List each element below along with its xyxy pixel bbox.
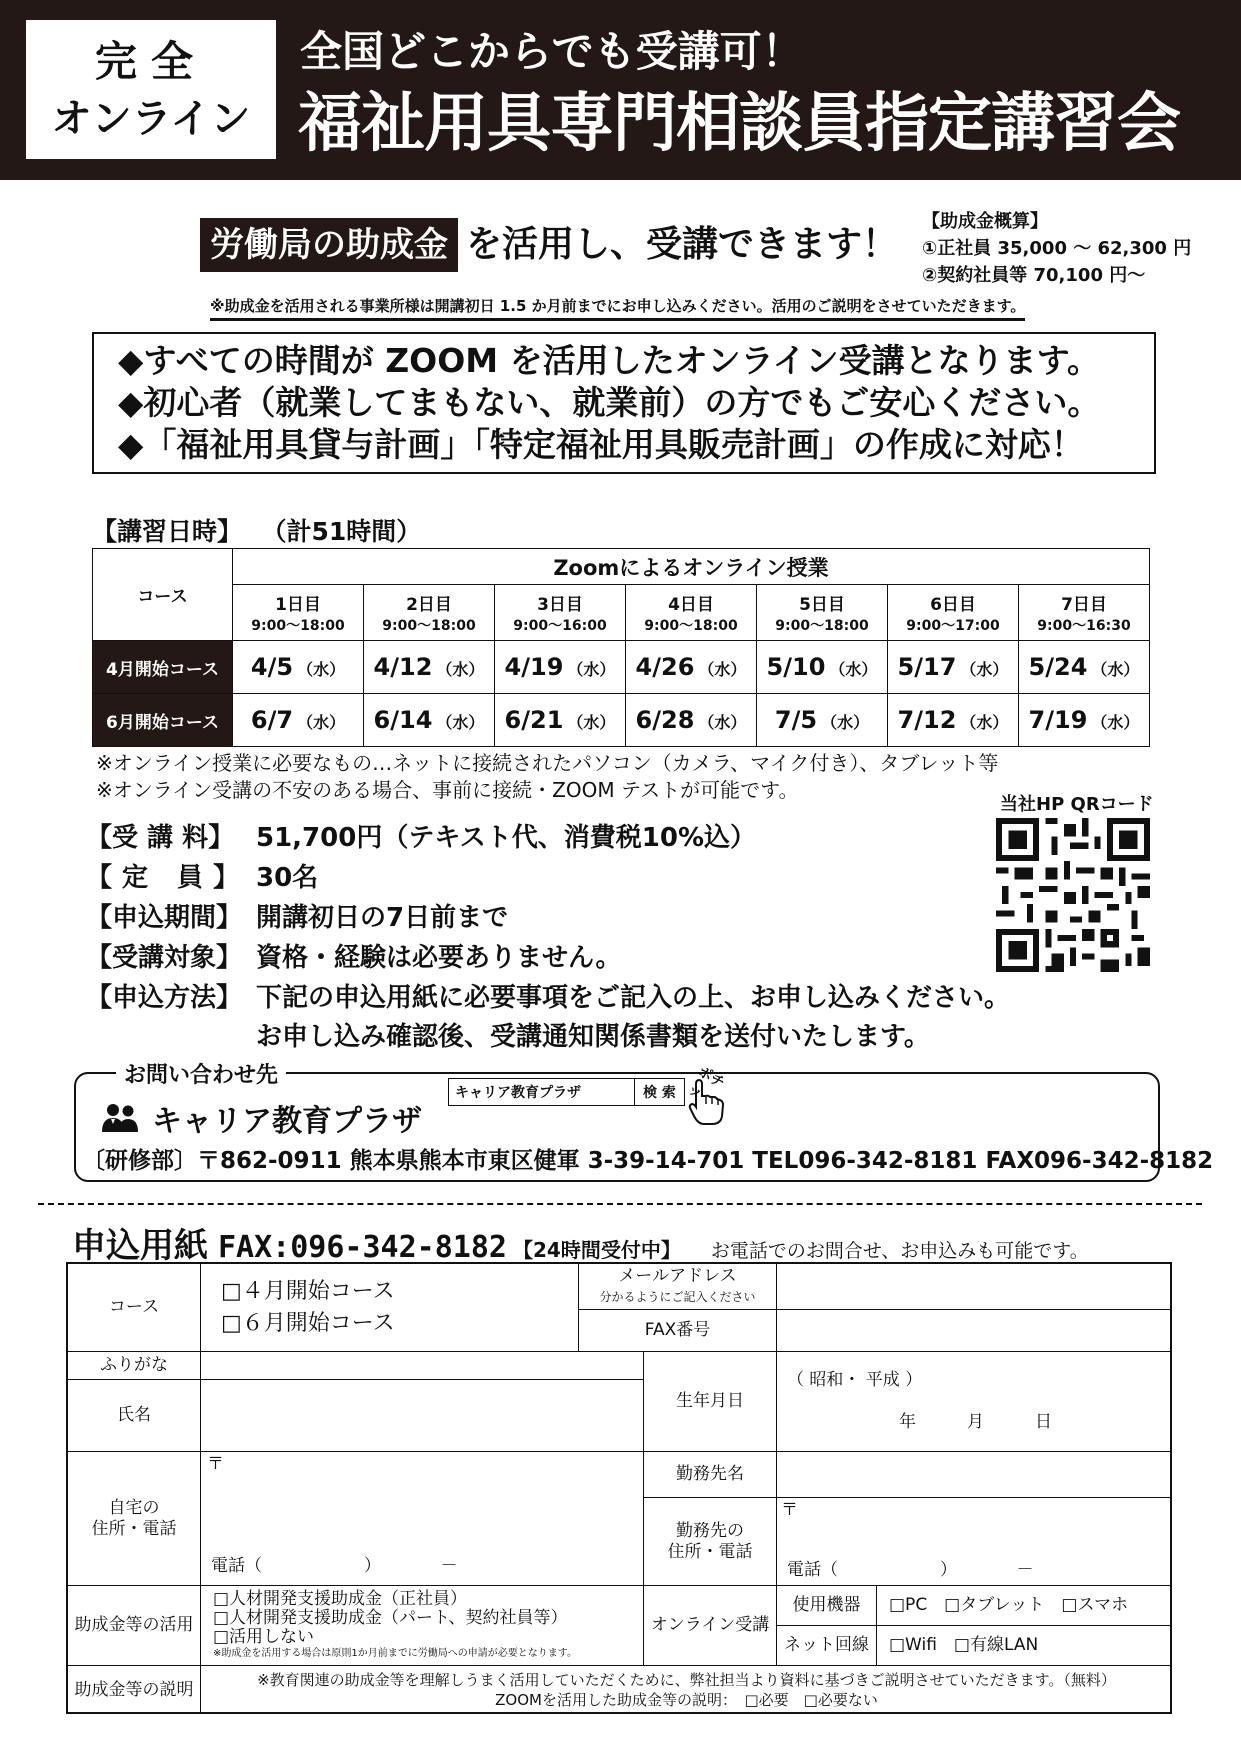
form-title: 申込用紙 <box>72 1226 208 1266</box>
note-line: ※オンライン受講の不安のある場合、事前に接続・ZOOM テストが可能です。 <box>96 778 799 802</box>
day-time: 9:00〜16:00 <box>513 618 607 634</box>
day-label: 3日目 <box>537 595 583 615</box>
form-badge: 【24時間受付中】 <box>512 1238 681 1262</box>
schedule-notes <box>96 750 998 804</box>
weekday: （水） <box>297 713 346 732</box>
work-postal-mark: 〒 <box>781 1500 798 1520</box>
course-date <box>888 694 1019 747</box>
course-date <box>1019 694 1150 747</box>
search-input[interactable]: キャリア教育プラザ <box>449 1079 635 1105</box>
info-row-method <box>86 978 1010 1018</box>
info-key: 【申込方法】 <box>86 983 243 1013</box>
device-label: 使用機器 <box>777 1586 877 1626</box>
course-options <box>201 1264 579 1352</box>
course-date <box>364 694 495 747</box>
info-value: 資格・経験は必要ありません。 <box>256 943 622 973</box>
info-value: 開講初日の7日前まで <box>256 903 509 933</box>
weekday: （水） <box>960 713 1009 732</box>
weekday: （水） <box>1091 660 1140 679</box>
day-label: 2日目 <box>406 595 452 615</box>
info-key: 【申込期間】 <box>86 903 243 933</box>
info-value: 51,700円（テキスト代、消費税10%込） <box>256 823 757 853</box>
date-value: 4/12 <box>373 653 433 681</box>
day-label: 4日目 <box>668 595 714 615</box>
name-label: 氏名 <box>68 1380 201 1452</box>
date-value: 6/7 <box>250 706 294 734</box>
company-name: キャリア教育プラザ <box>152 1104 422 1139</box>
date-value: 4/19 <box>504 653 564 681</box>
date-value: 4/5 <box>250 653 294 681</box>
course-label: コース <box>68 1264 201 1352</box>
day-header <box>233 585 364 641</box>
email-label-cell <box>579 1264 777 1310</box>
subsidy-lead <box>200 218 898 272</box>
day-header <box>495 585 626 641</box>
explain-line1: ※教育関連の助成金等を理解しうまく活用していただくために、弊社担当より資料に基づきご説明させていただきます。（無料） <box>257 1671 1116 1689</box>
schedule-total: （計51時間） <box>274 517 422 546</box>
day-time: 9:00〜18:00 <box>644 618 738 634</box>
weekday: （水） <box>1091 713 1140 732</box>
work-phone[interactable]: 電話（ ） － <box>787 1560 1034 1580</box>
date-value: 6/28 <box>635 706 695 734</box>
search-box[interactable] <box>448 1078 685 1106</box>
home-address-field[interactable] <box>201 1452 644 1586</box>
course-date <box>626 694 757 747</box>
course-name: 6月開始コース <box>93 694 233 747</box>
weekday: （水） <box>698 713 747 732</box>
day-time: 9:00〜18:00 <box>382 618 476 634</box>
course-date <box>888 641 1019 694</box>
features-box <box>92 332 1156 474</box>
date-value: 7/5 <box>774 706 818 734</box>
weekday: （水） <box>436 660 485 679</box>
schedule-table <box>92 548 1150 747</box>
course-option-april[interactable]: □４月開始コース <box>221 1278 395 1304</box>
device-options[interactable]: □PC □タブレット □スマホ <box>877 1586 1172 1626</box>
explain-cell <box>201 1666 1172 1714</box>
email-label: メールアドレス <box>618 1265 737 1286</box>
home-postal-mark: 〒 <box>207 1454 224 1474</box>
feature-item: ◆「福祉用具貸与計画」「特定福祉用具販売計画」の作成に対応！ <box>118 425 1084 464</box>
subsidy-summary <box>922 208 1191 289</box>
course-option-june[interactable]: □６月開始コース <box>221 1310 395 1336</box>
day-header <box>757 585 888 641</box>
birth-era[interactable]: （ 昭和・ 平成 ） <box>787 1370 923 1390</box>
fax-field[interactable] <box>777 1310 1172 1352</box>
day-label: 5日目 <box>799 595 845 615</box>
day-time: 9:00〜18:00 <box>251 618 345 634</box>
explain-line2[interactable]: ZOOMを活用した助成金等の説明： □必要 □必要ない <box>495 1691 878 1709</box>
day-header <box>888 585 1019 641</box>
day-time: 9:00〜18:00 <box>775 618 869 634</box>
course-date <box>233 694 364 747</box>
subsidy-use-label: 助成金等の活用 <box>68 1586 201 1666</box>
weekday: （水） <box>829 660 878 679</box>
info-row-target <box>86 938 1010 978</box>
date-value: 6/21 <box>504 706 564 734</box>
subsidy-note: ※助成金を活用する場合は原則1か月前までに労働局への申請が必要となります。 <box>213 1648 577 1659</box>
weekday: （水） <box>436 713 485 732</box>
course-date <box>364 641 495 694</box>
note-line: ※オンライン授業に必要なもの…ネットに接続されたパソコン（カメラ、マイク付き）、タブレット等 <box>96 751 999 775</box>
course-info <box>86 818 1010 1056</box>
day-label: 6日目 <box>930 595 976 615</box>
fax-label: FAX番号 <box>579 1310 777 1352</box>
course-date <box>233 641 364 694</box>
day-label: 7日目 <box>1061 595 1107 615</box>
work-address-field[interactable] <box>777 1498 1172 1586</box>
subsidy-option[interactable]: □人材開発支援助成金（パート、契約社員等） <box>213 1608 568 1628</box>
application-form <box>66 1262 1172 1714</box>
course-date <box>626 641 757 694</box>
cut-line <box>38 1203 1202 1205</box>
work-name-label: 勤務先名 <box>644 1452 777 1498</box>
feature-item: ◆すべての時間が ZOOM を活用したオンライン受講となります。 <box>118 341 1100 380</box>
weekday: （水） <box>960 660 1009 679</box>
course-date <box>1019 641 1150 694</box>
weekday: （水） <box>567 660 616 679</box>
course-date <box>757 641 888 694</box>
feature-item: ◆初心者（就業してまもない、就業前）の方でもご安心ください。 <box>118 383 1101 422</box>
course-name: 4月開始コース <box>93 641 233 694</box>
net-options[interactable]: □Wifi □有線LAN <box>877 1626 1172 1666</box>
info-row-period <box>86 898 1010 938</box>
header-subtitle: 全国どこからでも受講可！ <box>300 27 804 76</box>
info-key: 【定 員】 <box>86 863 250 893</box>
contact-box <box>74 1063 1214 1182</box>
pointing-hand-icon <box>684 1063 730 1132</box>
contact-logo <box>100 1096 422 1140</box>
birth-field[interactable] <box>777 1352 1172 1452</box>
course-date <box>495 694 626 747</box>
qr-label: 当社HP QRコード <box>1000 794 1154 815</box>
weekday: （水） <box>698 660 747 679</box>
birth-ymd: 年 月 日 <box>899 1412 1052 1432</box>
date-value: 7/12 <box>897 706 957 734</box>
online-badge <box>26 20 276 159</box>
form-heading <box>72 1218 1089 1267</box>
date-value: 5/24 <box>1028 653 1088 681</box>
zoom-header: Zoomによるオンライン授業 <box>233 549 1150 585</box>
subsidy-summary-line2: ②契約社員等 70,100 円〜 <box>922 265 1146 286</box>
work-address-label: 勤務先の 住所・電話 <box>644 1498 777 1586</box>
birth-label: 生年月日 <box>644 1352 777 1452</box>
subsidy-rest: を活用し、受講できます！ <box>466 224 899 265</box>
subsidy-option[interactable]: □人材開発支援助成金（正社員） <box>213 1589 468 1609</box>
people-icon <box>100 1102 140 1134</box>
weekday: （水） <box>567 713 616 732</box>
qr-code-icon[interactable] <box>996 818 1150 972</box>
contact-address: 〔研修部〕〒862-0911 熊本県熊本市東区健軍 3-39-14-701 TEL096-342-8181 FAX096-342-8182 <box>82 1148 1214 1174</box>
hand-text: ポチッ <box>685 1063 728 1102</box>
schedule-heading-label: 【講習日時】 <box>92 517 243 546</box>
info-row-capacity <box>86 858 1010 898</box>
subsidy-summary-line1: ①正社員 35,000 〜 62,300 円 <box>922 238 1192 259</box>
info-value: 30名 <box>256 863 319 893</box>
info-key: 【受 講 料】 <box>86 823 235 853</box>
subsidy-summary-title: 【助成金概算】 <box>922 211 1048 232</box>
date-value: 5/10 <box>766 653 826 681</box>
course-date <box>495 641 626 694</box>
day-header <box>364 585 495 641</box>
work-name-field[interactable] <box>777 1452 1172 1498</box>
day-header <box>1019 585 1150 641</box>
schedule-heading <box>92 512 421 548</box>
day-label: 1日目 <box>275 595 321 615</box>
explain-label: 助成金等の説明 <box>68 1666 201 1714</box>
name-field[interactable] <box>201 1380 644 1452</box>
course-date <box>757 694 888 747</box>
course-header: コース <box>93 549 233 641</box>
header-banner <box>0 0 1241 180</box>
date-value: 5/17 <box>897 653 957 681</box>
day-header <box>626 585 757 641</box>
email-sublabel: 分かるようにご記入ください <box>599 1289 756 1304</box>
home-phone[interactable]: 電話（ ） － <box>211 1556 458 1576</box>
page-title: 福祉用具専門相談員指定講習会 <box>298 87 1180 161</box>
form-fax: FAX:096-342-8182 <box>218 1230 507 1265</box>
date-value: 4/26 <box>635 653 695 681</box>
badge-line2: オンライン <box>51 96 251 142</box>
furigana-label: ふりがな <box>68 1352 201 1380</box>
net-label: ネット回線 <box>777 1626 877 1666</box>
weekday: （水） <box>821 713 870 732</box>
subsidy-option[interactable]: □活用しない <box>213 1627 315 1647</box>
form-note: お電話でのお問合せ、お申込みも可能です。 <box>710 1240 1089 1262</box>
contact-heading: お問い合わせ先 <box>116 1058 286 1089</box>
search-button[interactable]: 検 索 <box>643 1085 676 1101</box>
weekday: （水） <box>297 660 346 679</box>
email-field[interactable] <box>777 1264 1172 1310</box>
subsidy-highlight: 労働局の助成金 <box>200 218 458 272</box>
badge-line1: 完全 <box>94 37 207 86</box>
day-time: 9:00〜17:00 <box>906 618 1000 634</box>
home-label: 自宅の 住所・電話 <box>68 1452 201 1586</box>
furigana-field[interactable] <box>201 1352 644 1380</box>
subsidy-note: ※助成金を活用される事業所様は開講初日 1.5 か月前までにお申し込みください。活用のご説明をさせていただきます。 <box>210 295 1025 321</box>
day-time: 9:00〜16:30 <box>1037 618 1131 634</box>
info-method-cont: お申し込み確認後、受講通知関係書類を送付いたします。 <box>256 1022 930 1052</box>
date-value: 7/19 <box>1028 706 1088 734</box>
online-label: オンライン受講 <box>644 1586 777 1666</box>
info-value: 下記の申込用紙に必要事項をご記入の上、お申し込みください。 <box>256 983 1011 1013</box>
info-row-fee <box>86 818 1010 858</box>
subsidy-options <box>201 1586 644 1666</box>
info-key: 【受講対象】 <box>86 943 243 973</box>
date-value: 6/14 <box>373 706 433 734</box>
